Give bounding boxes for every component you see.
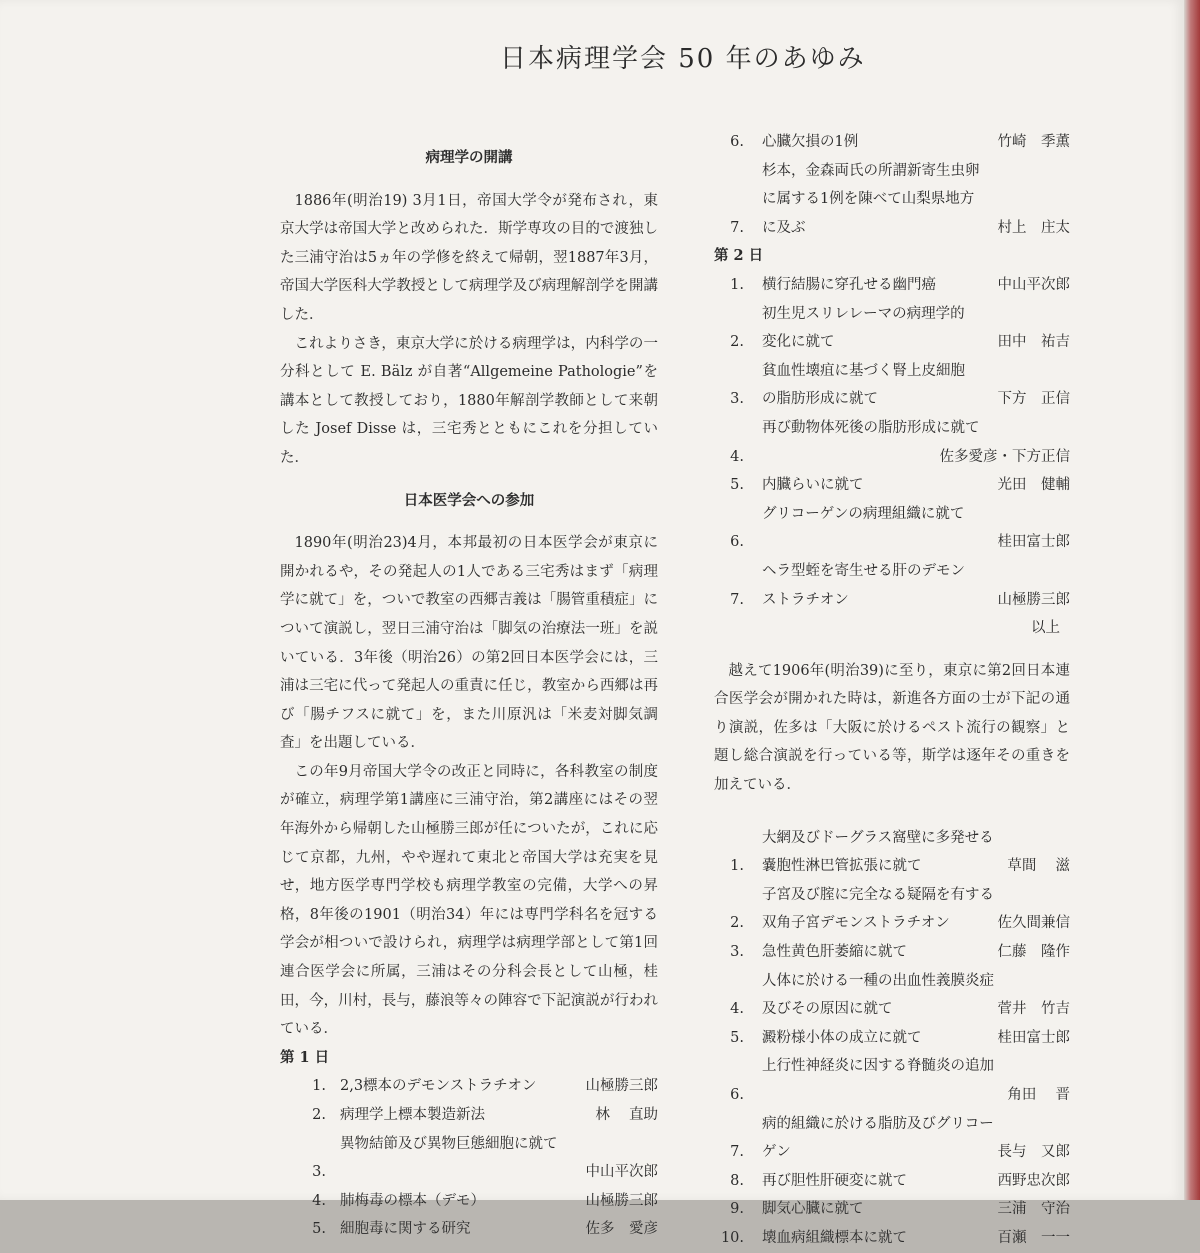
list-item <box>714 1052 1070 1109</box>
item-number: 4. <box>730 1001 744 1018</box>
item-number: 6. <box>730 134 744 150</box>
list-item <box>714 271 1070 300</box>
item-author: 佐多愛彦・下方正信 <box>939 448 1070 465</box>
paragraph: 1890年(明治23)4月，本邦最初の日本医学会が東京に開かれるや，その発起人の1人である三宅秀はまず「病理学に就て」を，ついで教室の西郷吉義は「腸管重積症」について演説し，翌日三浦守治は「脚気の治療法一班」を説いている．3年後（明治26）の第2回日本医学会には，三浦は三宅に代って発起人の重責に任じ，教室から西郷は再び「腸チフスに就て」を，また川原汎は「米麦対脚気調査」を出題している． <box>280 535 658 752</box>
item-title: 2,3標本のデモンストラチオン <box>340 1078 537 1095</box>
item-title: 澱粉様小体の成立に就て <box>762 1029 922 1046</box>
item-author: 村上 庄太 <box>997 219 1070 236</box>
item-title: ストラチオン <box>762 591 849 608</box>
left-column <box>280 144 658 1244</box>
item-title: の脂肪形成に就て <box>762 391 878 408</box>
page-title: 日本病理学会 50 年のあゆみ <box>500 44 866 74</box>
item-title: 横行結腸に穿孔せる幽門癌 <box>762 276 936 293</box>
list-item <box>714 967 1070 1024</box>
right-column <box>714 128 1070 1253</box>
item-author: 光田 健輔 <box>997 477 1070 494</box>
item-title: ヘラ型蛭を寄生せる肝のデモン <box>762 562 965 579</box>
item-title: 初生児スリレレーマの病理学的 <box>762 305 965 322</box>
list-item <box>714 824 1070 881</box>
item-title: グリコーゲンの病理組織に就て <box>762 505 965 522</box>
item-number: 4. <box>730 448 744 465</box>
item-title: 肺梅毒の標本（デモ） <box>340 1192 485 1209</box>
item-author: 田中 祐吉 <box>997 334 1070 351</box>
item-title: に及ぶ <box>762 219 806 236</box>
item-number: 2. <box>730 915 744 932</box>
list-item <box>714 1224 1070 1253</box>
item-title: 人体に於ける一種の出血性義膜炎症 <box>762 972 994 989</box>
item-number: 6. <box>730 1087 744 1103</box>
item-number: 2. <box>312 1107 326 1123</box>
paragraph: この年9月帝国大学令の改正と同時に，各科教室の制度が確立，病理学第1講座に三浦守治，第2講座にはその翌年海外から帰朝した山極勝三郎が任についたが，これに応じて京都，九州，やや遅れて東北と帝国大学は充実を見せ，地方医学専門学校も病理学教室の完備，大学への昇格，8年後の1901（明治34）年には専門学科名を冠する学会が相ついで設けられ，病理学は病理学部として第1回連合医学会に所属，三浦はその分科会長として山極，桂田，今，川村，長与，藤浪等々の陣容で下記演説が行われている． <box>280 763 658 1038</box>
item-number: 3. <box>730 391 744 408</box>
item-number: 10. <box>720 1229 744 1246</box>
item-number: 6. <box>730 534 744 551</box>
list-item <box>714 471 1070 500</box>
item-title: に属する1例を陳べて山梨県地方 <box>762 191 975 208</box>
item-title: 双角子宮デモンストラチオン <box>762 915 950 932</box>
list-item <box>280 1215 658 1244</box>
item-author: 佐多 愛彦 <box>585 1221 658 1238</box>
item-author: 佐久間兼信 <box>997 915 1070 932</box>
list-item <box>714 881 1070 938</box>
item-number: 1. <box>730 858 744 875</box>
day-label: 第 1 日 <box>280 1048 330 1066</box>
item-title: 内臓らいに就て <box>762 477 864 494</box>
item-title: 壊血病組織標本に就て <box>762 1229 907 1246</box>
list-item <box>280 1130 658 1187</box>
item-number: 1. <box>312 1078 326 1095</box>
item-number: 7. <box>730 1144 744 1161</box>
item-author: 角田 晋 <box>1007 1087 1070 1103</box>
item-title: 子宮及び腟に完全なる疑隔を有する <box>762 886 994 903</box>
item-author: 草間 滋 <box>1007 858 1070 875</box>
item-title: 再び胆性肝硬変に就て <box>762 1172 907 1189</box>
item-author: 菅井 竹吉 <box>997 1001 1070 1018</box>
item-title: 細胞毒に関する研究 <box>340 1221 471 1238</box>
section-heading-medical-congress: 日本医学会への参加 <box>403 491 535 509</box>
item-title: 病的組織に於ける脂肪及びグリコー <box>762 1115 994 1132</box>
item-title: 変化に就て <box>762 334 835 351</box>
item-number: 4. <box>312 1192 326 1209</box>
list-item <box>714 1167 1070 1196</box>
item-author: 山極勝三郎 <box>585 1078 658 1095</box>
item-title: 心臓欠損の1例 <box>762 134 859 150</box>
item-title: 大網及びドーグラス窩壁に多発せる <box>762 829 994 846</box>
lecture-list <box>714 824 1070 1253</box>
item-number: 3. <box>730 944 744 961</box>
list-item <box>714 357 1070 414</box>
item-title: 嚢胞性淋巴管拡張に就て <box>762 858 922 875</box>
item-title: ゲン <box>762 1144 791 1161</box>
item-title: 脚気心臓に就て <box>762 1201 864 1218</box>
item-number: 7. <box>730 591 744 608</box>
list-item <box>714 938 1070 967</box>
end-mark: 以上 <box>1031 620 1060 637</box>
item-author: 三浦 守治 <box>997 1201 1070 1218</box>
item-author: 山極勝三郎 <box>585 1192 658 1209</box>
item-title: 急性黄色肝萎縮に就て <box>762 944 907 961</box>
item-author: 桂田富士郎 <box>997 534 1070 551</box>
item-author: 中山平次郎 <box>585 1164 658 1181</box>
item-author: 竹崎 季薫 <box>997 134 1070 150</box>
list-item <box>714 1024 1070 1053</box>
paragraph: これよりさき，東京大学に於ける病理学は，内科学の一分科として E. Bälz が自著“Allgemeine Pathologie”を講本として教授しており，1880年解剖学教師として来朝した Josef Disse は，三宅秀とともにこれを分担していた． <box>280 335 658 466</box>
item-author: 百瀬 一一 <box>997 1229 1070 1246</box>
lecture-list <box>714 128 1070 242</box>
list-item <box>714 157 1070 243</box>
list-item <box>714 300 1070 357</box>
paragraph: 越えて1906年(明治39)に至り，東京に第2回日本連合医学会が開かれた時は，新進各方面の士が下記の通り演説，佐多は「大阪に於けるペスト流行の観察」と題し総合演説を行っている等，斯学は逐年その重きを加えている． <box>714 662 1070 794</box>
item-title: 貧血性壊疽に基づく腎上皮細胞 <box>762 362 965 379</box>
item-author: 西野忠次郎 <box>997 1172 1070 1189</box>
item-number: 1. <box>730 276 744 293</box>
item-number: 9. <box>730 1201 744 1218</box>
book-edge <box>1184 0 1200 1200</box>
item-number: 5. <box>730 1029 744 1046</box>
item-number: 5. <box>312 1221 326 1238</box>
list-item <box>714 500 1070 557</box>
list-item <box>714 414 1070 471</box>
list-item <box>714 557 1070 614</box>
list-item <box>280 1187 658 1216</box>
section-heading-pathology-lectures: 病理学の開講 <box>425 149 513 166</box>
item-number: 3. <box>312 1164 326 1181</box>
item-author: 下方 正信 <box>997 391 1070 408</box>
item-author: 桂田富士郎 <box>997 1029 1070 1046</box>
item-author: 山極勝三郎 <box>997 591 1070 608</box>
item-title: 病理学上標本製造新法 <box>340 1107 485 1123</box>
list-item <box>280 1072 658 1101</box>
item-author: 中山平次郎 <box>997 276 1070 293</box>
item-title: 上行性神経炎に因する脊髄炎の追加 <box>762 1058 994 1075</box>
lecture-list <box>714 271 1070 614</box>
lecture-list <box>280 1072 658 1244</box>
item-author: 長与 又郎 <box>997 1144 1070 1161</box>
list-item <box>714 1110 1070 1167</box>
item-author: 仁藤 隆作 <box>997 944 1070 961</box>
paragraph: 1886年(明治19) 3月1日，帝国大学令が発布され，東京大学は帝国大学と改められた．斯学専攻の目的で渡独した三浦守治は5ヵ年の学修を終えて帰朝，翌1887年3月，帝国大学医科大学教授として病理学及び病理解剖学を開講した． <box>280 192 658 323</box>
list-item <box>280 1101 658 1130</box>
item-number: 8. <box>730 1172 744 1189</box>
item-title: 及びその原因に就て <box>762 1001 893 1018</box>
item-number: 5. <box>730 477 744 494</box>
item-number: 7. <box>730 219 744 236</box>
day-label: 第 2 日 <box>714 247 764 265</box>
item-author: 林 直助 <box>595 1107 658 1123</box>
item-title: 異物結節及び異物巨態細胞に就て <box>340 1135 558 1152</box>
item-title: 杉本，金森両氏の所謂新寄生虫卵 <box>762 162 980 179</box>
item-number: 2. <box>730 334 744 351</box>
list-item <box>714 128 1070 157</box>
item-title: 再び動物体死後の脂肪形成に就て <box>762 419 980 436</box>
